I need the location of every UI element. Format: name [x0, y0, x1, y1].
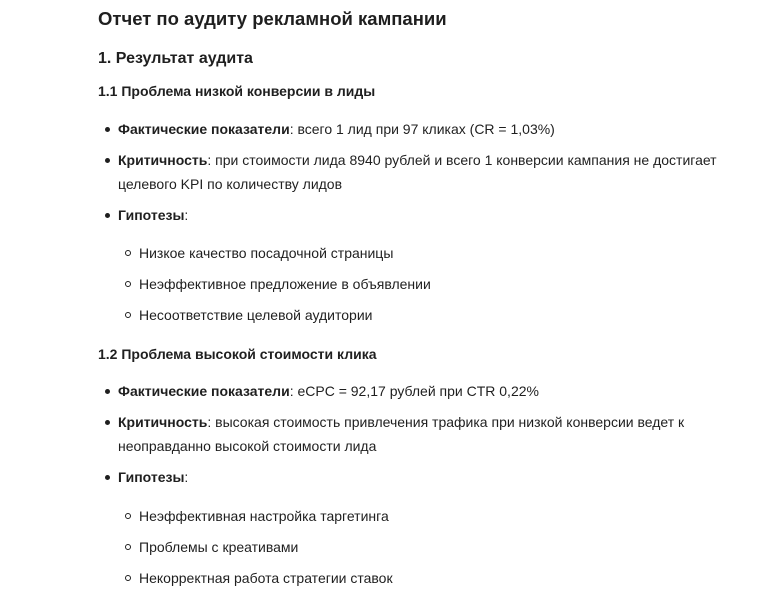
bullet-hypotheses	[98, 465, 738, 489]
document-title: Отчет по аудиту рекламной кампании	[98, 8, 447, 29]
bullet-hypotheses-colon: :	[184, 469, 189, 485]
bullet-criticality-text: : при стоимости лида 8940 рублей и всего 1 конверсии кампания не достигает целевого KPI по количеству лидов	[118, 152, 717, 192]
bullet-facts	[98, 117, 738, 141]
bullet-criticality-label: Критичность	[118, 152, 208, 168]
bullet-facts-text: : eCPC = 92,17 рублей при CTR 0,22%	[289, 383, 539, 399]
subsection-1-2-title: 1.2 Проблема высокой стоимости клика	[98, 346, 377, 362]
bullet-hypotheses-label: Гипотезы	[118, 207, 185, 223]
subsection-1-2-bullets	[98, 379, 738, 496]
bullet-hypotheses-colon: :	[184, 207, 189, 223]
bullet-hypotheses-label: Гипотезы	[118, 469, 185, 485]
hypothesis-item: Неэффективная настройка таргетинга	[98, 504, 718, 528]
section-1-title: 1. Результат аудита	[98, 50, 253, 67]
bullet-criticality-text: : высокая стоимость привлечения трафика при низкой конверсии ведет к неоправданно высокой стоимости лида	[118, 414, 685, 454]
hypothesis-item: Несоответствие целевой аудитории	[98, 303, 718, 327]
bullet-facts-text: : всего 1 лид при 97 кликах (CR = 1,03%)	[289, 121, 555, 137]
bullet-criticality	[98, 148, 738, 196]
bullet-criticality	[98, 410, 738, 458]
bullet-facts-label: Фактические показатели	[118, 121, 290, 137]
subsection-1-1-bullets	[98, 117, 738, 234]
subsection-1-2-hypotheses-list	[98, 504, 718, 597]
bullet-hypotheses	[98, 203, 738, 227]
hypothesis-item: Некорректная работа стратегии ставок	[98, 566, 718, 590]
hypothesis-item: Низкое качество посадочной страницы	[98, 241, 718, 265]
subsection-1-1-hypotheses-list	[98, 241, 718, 334]
bullet-criticality-label: Критичность	[118, 414, 208, 430]
hypothesis-item: Проблемы с креативами	[98, 535, 718, 559]
hypothesis-item: Неэффективное предложение в объявлении	[98, 272, 718, 296]
bullet-facts-label: Фактические показатели	[118, 383, 290, 399]
bullet-facts	[98, 379, 738, 403]
subsection-1-1-title: 1.1 Проблема низкой конверсии в лиды	[98, 83, 376, 99]
